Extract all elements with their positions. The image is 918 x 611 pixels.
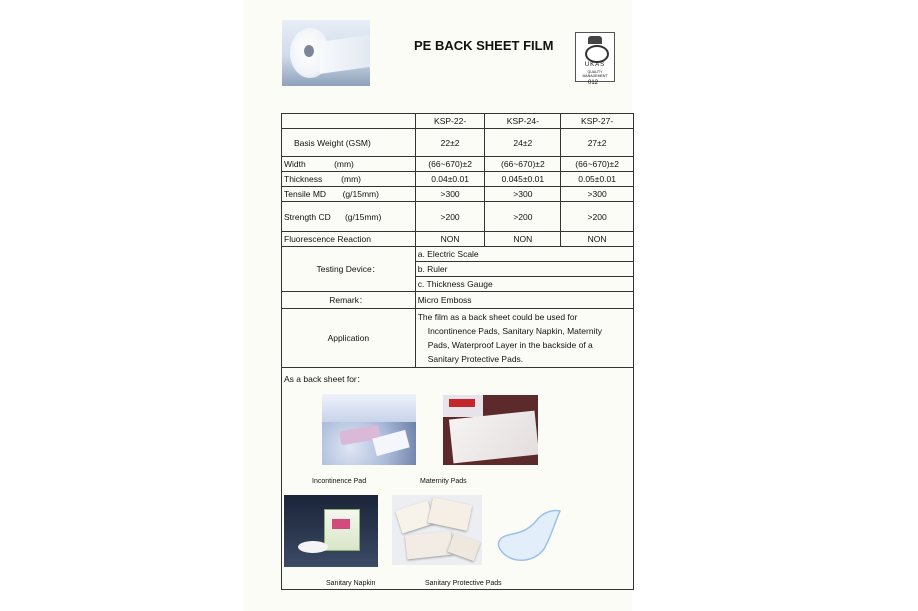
- remark-row: [282, 292, 634, 309]
- table-cell: >300: [415, 187, 485, 202]
- table-cell: >300: [485, 187, 561, 202]
- testing-device-label: Testing Device：: [282, 247, 416, 292]
- table-cell: (66~670)±2: [415, 157, 485, 172]
- column-header: KSP-22-: [415, 114, 485, 129]
- testing-device-item: b. Ruler: [415, 262, 633, 277]
- row-label: Fluorescence Reaction: [282, 232, 416, 247]
- application-row: [282, 309, 634, 368]
- table-row: [282, 202, 634, 232]
- application-line: Incontinence Pads, Sanitary Napkin, Maternity: [427, 326, 603, 336]
- row-label: Tensile MD (g/15mm): [282, 187, 416, 202]
- application-line: The film as a back sheet could be used for: [417, 312, 578, 322]
- panty-liner-image: [494, 505, 564, 567]
- table-cell: >300: [561, 187, 634, 202]
- ukas-number: 012: [588, 80, 599, 86]
- application-line: Sanitary Protective Pads.: [427, 354, 524, 364]
- testing-device-item: a. Electric Scale: [415, 247, 633, 262]
- table-row: [282, 187, 634, 202]
- photo-caption: Maternity Pads: [420, 478, 467, 485]
- table-cell: >200: [485, 202, 561, 232]
- table-row: [282, 232, 634, 247]
- roll-core: [304, 45, 314, 57]
- table-cell: NON: [415, 232, 485, 247]
- tick-icon: [585, 45, 609, 63]
- photo-caption: Incontinence Pad: [312, 478, 367, 485]
- table-header-row: [282, 114, 634, 129]
- table-cell: (66~670)±2: [485, 157, 561, 172]
- column-header: KSP-24-: [485, 114, 561, 129]
- table-row: [282, 157, 634, 172]
- application-line: Pads, Waterproof Layer in the backside of a: [427, 340, 593, 350]
- ukas-logo-text: UKAS: [584, 62, 606, 68]
- photo-caption: Sanitary Protective Pads: [425, 580, 502, 587]
- incontinence-pad-photo: [322, 394, 416, 465]
- table-row: [282, 172, 634, 187]
- row-label: Thickness (mm): [282, 172, 416, 187]
- table-cell: NON: [485, 232, 561, 247]
- testing-device-row: [282, 247, 634, 262]
- table-cell: 22±2: [415, 129, 485, 157]
- table-cell: 0.04±0.01: [415, 172, 485, 187]
- column-header: KSP-27-: [561, 114, 634, 129]
- film-strip: [320, 34, 370, 74]
- photo-caption: Sanitary Napkin: [326, 580, 376, 587]
- panty-liner-icon: [494, 505, 564, 567]
- crown-icon: [588, 36, 602, 44]
- sanitary-protective-pads-photo: [392, 495, 482, 565]
- sanitary-napkin-photo: [284, 495, 378, 567]
- table-cell: 0.045±0.01: [485, 172, 561, 187]
- ukas-logo-subtext: QUALITY MANAGEMENT: [582, 70, 608, 78]
- row-label: Width (mm): [282, 157, 416, 172]
- table-row: [282, 129, 634, 157]
- header-empty-cell: [282, 114, 416, 129]
- ukas-logo: [575, 32, 615, 82]
- row-label: Basis Weight (GSM): [282, 129, 416, 157]
- table-cell: >200: [561, 202, 634, 232]
- remark-label: Remark：: [282, 292, 416, 309]
- remark-value: Micro Emboss: [415, 292, 633, 309]
- row-label: Strength CD (g/15mm): [282, 202, 416, 232]
- application-label: Application: [282, 309, 416, 368]
- maternity-pads-photo: [443, 395, 538, 465]
- table-cell: NON: [561, 232, 634, 247]
- table-cell: >200: [415, 202, 485, 232]
- table-cell: 24±2: [485, 129, 561, 157]
- application-text: [415, 309, 633, 368]
- document-title: PE BACK SHEET FILM: [414, 38, 554, 53]
- table-cell: (66~670)±2: [561, 157, 634, 172]
- testing-device-item: c. Thickness Gauge: [415, 277, 633, 292]
- table-cell: 27±2: [561, 129, 634, 157]
- table-cell: 0.05±0.01: [561, 172, 634, 187]
- film-roll-photo: [282, 20, 370, 86]
- uses-heading: As a back sheet for：: [284, 374, 366, 384]
